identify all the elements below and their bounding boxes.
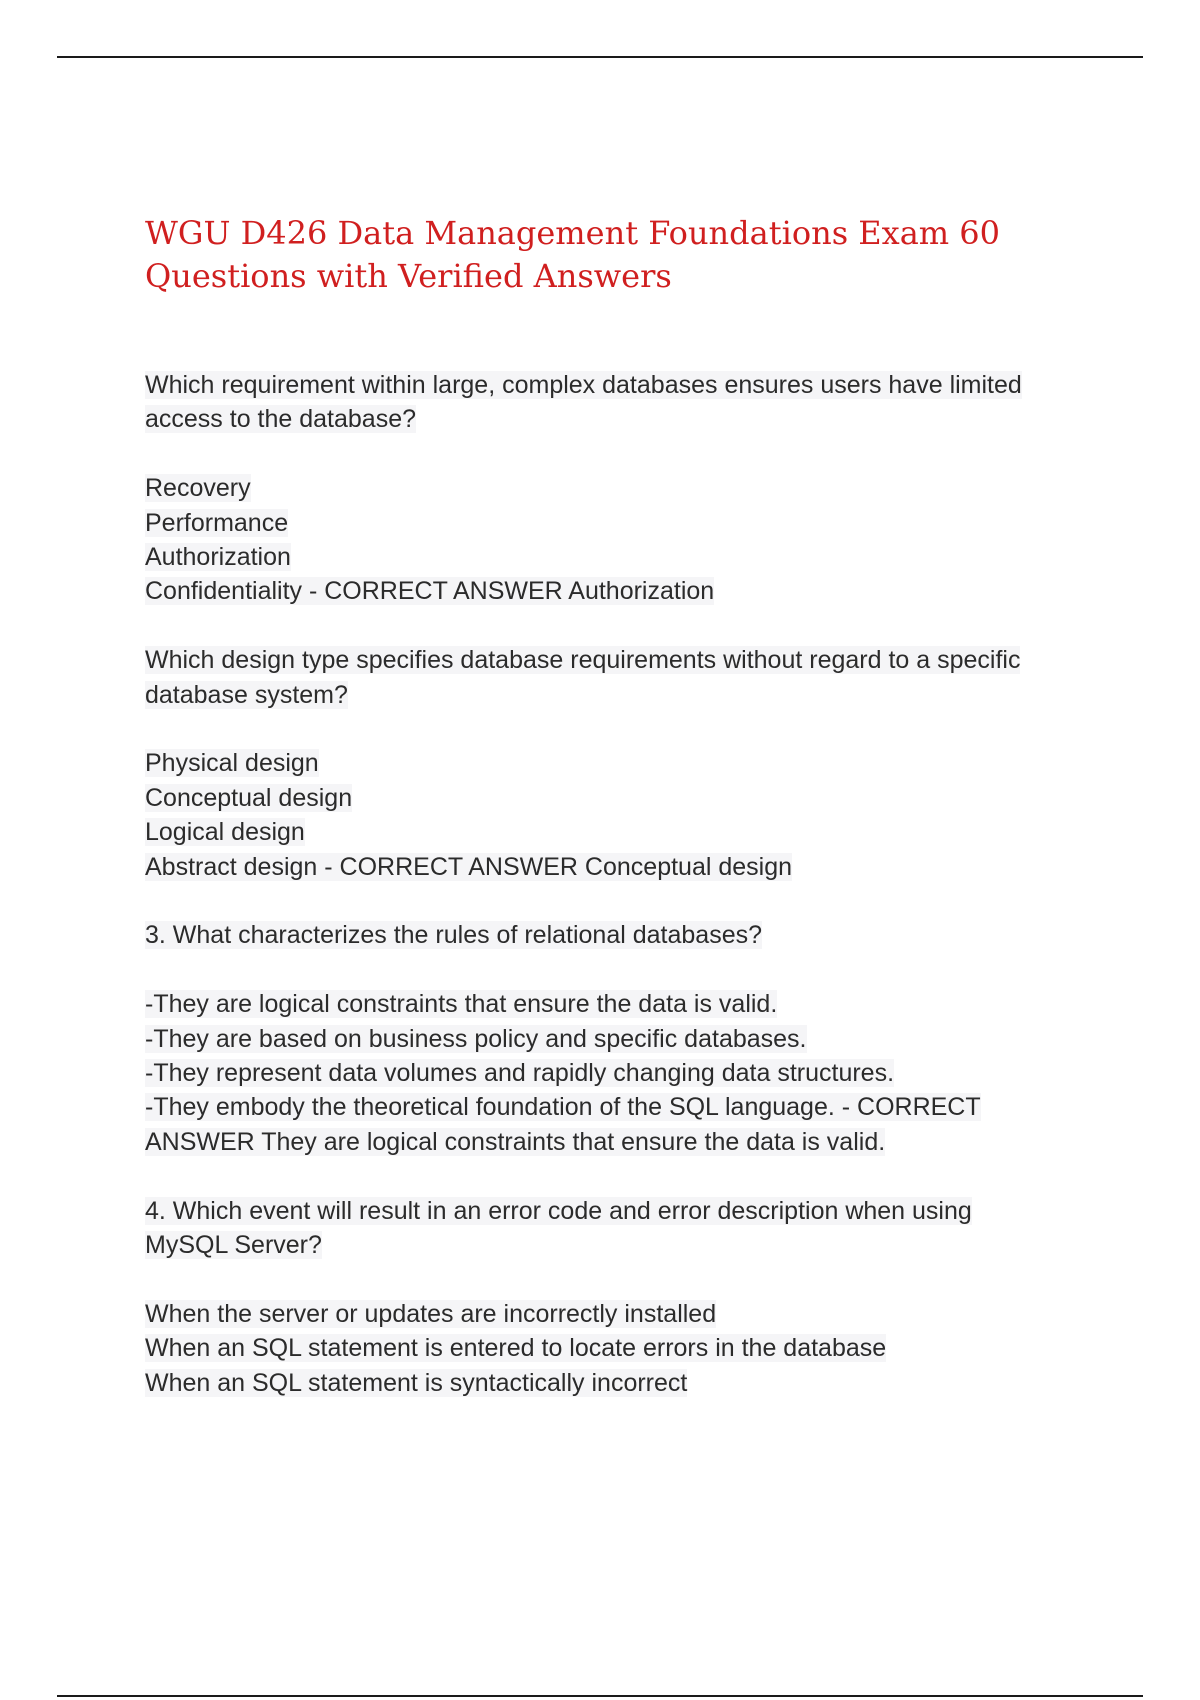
question-line: 3. What characterizes the rules of relational databases? (145, 921, 763, 950)
question-line: Which design type specifies database requirements without regard to a specific (145, 646, 1021, 675)
top-rule (57, 56, 1143, 58)
bottom-rule (57, 1695, 1143, 1697)
question-4-text (145, 1194, 1075, 1263)
option-line: Logical design (145, 818, 305, 847)
question-line: Which requirement within large, complex databases ensures users have limited (145, 371, 1022, 399)
option-line: When the server or updates are incorrectly installed (145, 1299, 717, 1328)
option-line: -They are based on business policy and specific databases. (145, 1024, 807, 1053)
question-3-text (145, 918, 1075, 952)
document-body (145, 212, 1075, 1434)
title-line-1: WGU D426 Data Management Foundations Exam 60 (145, 214, 1000, 252)
question-line: MySQL Server? (145, 1231, 322, 1260)
option-line: Recovery (145, 474, 251, 503)
question-3-options (145, 987, 1075, 1159)
answer-line: -They embody the theoretical foundation of the SQL language. - CORRECT (145, 1093, 981, 1122)
option-line: -They represent data volumes and rapidly changing data structures. (145, 1059, 895, 1088)
question-2-text (145, 643, 1075, 712)
answer-line: Abstract design - CORRECT ANSWER Conceptual design (145, 852, 793, 881)
question-4-options (145, 1297, 1075, 1400)
answer-line: Confidentiality - CORRECT ANSWER Authorization (145, 577, 715, 606)
option-line: When an SQL statement is entered to locate errors in the database (145, 1334, 887, 1363)
question-line: access to the database? (145, 405, 417, 434)
question-1-options (145, 471, 1075, 609)
option-line: Physical design (145, 749, 319, 778)
option-line: Authorization (145, 543, 291, 572)
question-1-text (145, 368, 1075, 437)
title-line-2: Questions with Verified Answers (145, 257, 672, 295)
option-line: When an SQL statement is syntactically incorrect (145, 1368, 688, 1397)
answer-line: ANSWER They are logical constraints that ensure the data is valid. (145, 1127, 886, 1156)
option-line: -They are logical constraints that ensure the data is valid. (145, 990, 778, 1019)
option-line: Conceptual design (145, 783, 353, 812)
document-title (145, 212, 1075, 298)
question-line: database system? (145, 680, 348, 709)
question-2-options (145, 746, 1075, 884)
question-line: 4. Which event will result in an error code and error description when using (145, 1196, 972, 1225)
option-line: Performance (145, 508, 289, 537)
